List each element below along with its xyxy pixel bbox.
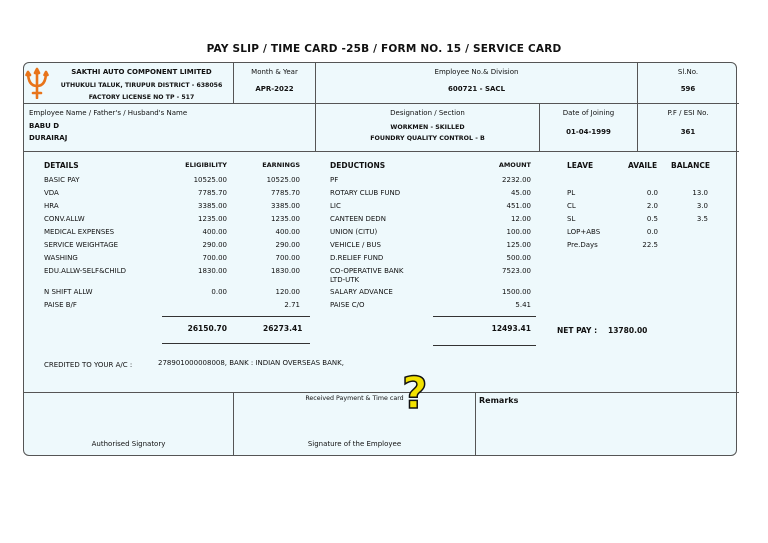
deduction-name: UNION (CITU) <box>330 228 378 236</box>
leave-type: SL <box>567 215 576 223</box>
deduction-amount: 5.41 <box>515 301 531 309</box>
net-pay-value: 13780.00 <box>608 326 648 335</box>
employee-name: BABU D <box>29 122 60 130</box>
deduction-name: SALARY ADVANCE <box>330 288 393 296</box>
earning-amount: 700.00 <box>275 254 300 262</box>
column-header-details: DETAILS <box>44 161 79 170</box>
pf-esi-value: 361 <box>680 128 696 136</box>
father-name: DURAIRAJ <box>29 134 68 142</box>
section: FOUNDRY QUALITY CONTROL - B <box>370 135 485 142</box>
authorised-signatory-label: Authorised Signatory <box>91 440 166 448</box>
deduction-amount: 7523.00 <box>502 267 531 275</box>
deduction-amount: 451.00 <box>506 202 531 210</box>
earning-amount: 10525.00 <box>266 176 300 184</box>
remarks-label: Remarks <box>479 396 519 405</box>
pf-esi-label: P.F / ESI No. <box>667 109 709 117</box>
earning-detail: PAISE B/F <box>44 301 77 309</box>
leave-availed: 0.0 <box>646 189 658 197</box>
deduction-amount: 12.00 <box>510 215 531 223</box>
credit-account: 278901000008008, BANK : INDIAN OVERSEAS BANK, <box>158 359 344 367</box>
deduction-name: PF <box>330 176 339 184</box>
earning-detail: BASIC PAY <box>44 176 80 184</box>
earning-eligibility: 1235.00 <box>198 215 227 223</box>
month-label: Month & Year <box>251 68 298 76</box>
deduction-name: CO-OPERATIVE BANK LTD-UTK <box>330 267 404 284</box>
column-header-eligibility: ELIGIBILITY <box>185 161 227 169</box>
column-header-deductions: DEDUCTIONS <box>330 161 386 170</box>
earning-eligibility: 400.00 <box>202 228 227 236</box>
designation: WORKMEN - SKILLED <box>390 124 465 131</box>
earning-detail: HRA <box>44 202 59 210</box>
total-deductions: 12493.41 <box>491 324 531 333</box>
divider <box>23 103 739 104</box>
deduction-name: CANTEEN DEDN <box>330 215 386 223</box>
doj-value: 01-04-1999 <box>566 128 611 136</box>
earning-detail: VDA <box>44 189 59 197</box>
credit-label: CREDITED TO YOUR A/C : <box>44 361 133 369</box>
deduction-amount: 125.00 <box>506 241 531 249</box>
earning-amount: 290.00 <box>275 241 300 249</box>
earning-detail: MEDICAL EXPENSES <box>44 228 115 236</box>
column-header-balance: BALANCE <box>671 161 711 170</box>
column-header-leave: LEAVE <box>567 161 594 170</box>
month-value: APR-2022 <box>255 85 294 93</box>
document-title: PAY SLIP / TIME CARD -25B / FORM NO. 15 / SERVICE CARD <box>206 43 562 55</box>
employee-no-value: 600721 - SACL <box>447 85 506 93</box>
earning-amount: 2.71 <box>284 301 300 309</box>
company-name: SAKTHI AUTO COMPONENT LIMITED <box>71 68 212 76</box>
leave-availed: 0.0 <box>646 228 658 236</box>
deduction-name: ROTARY CLUB FUND <box>330 189 401 197</box>
earning-detail: CONV.ALLW <box>44 215 85 223</box>
column-header-earnings: EARNINGS <box>262 161 300 169</box>
leave-type: CL <box>567 202 576 210</box>
divider <box>23 392 739 393</box>
deduction-amount: 2232.00 <box>502 176 531 184</box>
leave-availed: 2.0 <box>646 202 658 210</box>
company-address: UTHUKULI TALUK, TIRUPUR DISTRICT - 638056 <box>60 82 223 89</box>
employee-signature-label: Signature of the Employee <box>307 440 402 448</box>
doj-label: Date of Joining <box>562 109 615 117</box>
earning-eligibility: 290.00 <box>202 241 227 249</box>
received-payment-label: Received Payment & Time card <box>305 395 404 402</box>
total-rule <box>162 316 310 317</box>
deduction-amount: 1500.00 <box>502 288 531 296</box>
trident-icon <box>25 67 49 99</box>
divider <box>23 151 739 152</box>
earning-detail: N SHIFT ALLW <box>44 288 93 296</box>
total-eligibility: 26150.70 <box>187 324 227 333</box>
earning-detail: EDU.ALLW-SELF&CHILD <box>44 267 127 275</box>
earning-eligibility: 1830.00 <box>198 267 227 275</box>
sl-no-value: 596 <box>680 85 696 93</box>
total-earnings: 26273.41 <box>263 324 303 333</box>
deduction-name: LIC <box>330 202 341 210</box>
divider <box>475 392 476 456</box>
earning-amount: 3385.00 <box>271 202 300 210</box>
deduction-name: PAISE C/O <box>330 301 365 309</box>
factory-license: FACTORY LICENSE NO TP - 517 <box>88 94 195 101</box>
leave-balance: 13.0 <box>692 189 708 197</box>
earning-detail: WASHING <box>44 254 78 262</box>
earning-amount: 1830.00 <box>271 267 300 275</box>
leave-balance: 3.5 <box>696 215 708 223</box>
question-mark-icon: ? <box>402 368 428 419</box>
sl-no-label: Sl.No. <box>677 68 699 76</box>
column-header-amount: AMOUNT <box>498 161 531 169</box>
earning-eligibility: 700.00 <box>202 254 227 262</box>
deduction-name: VEHICLE / BUS <box>330 241 381 249</box>
leave-balance: 3.0 <box>696 202 708 210</box>
earning-eligibility: 7785.70 <box>198 189 227 197</box>
leave-type: PL <box>567 189 576 197</box>
earning-detail: SERVICE WEIGHTAGE <box>44 241 119 249</box>
earning-eligibility: 3385.00 <box>198 202 227 210</box>
deduction-amount: 45.00 <box>510 189 531 197</box>
employee-no-label: Employee No.& Division <box>434 68 519 76</box>
earning-eligibility: 0.00 <box>211 288 227 296</box>
deduction-amount: 100.00 <box>506 228 531 236</box>
net-pay-label: NET PAY : <box>557 326 598 335</box>
deduction-amount: 500.00 <box>506 254 531 262</box>
designation-label: Designation / Section <box>390 109 465 117</box>
employee-name-label: Employee Name / Father's / Husband's Name <box>29 109 188 117</box>
leave-type: LOP+ABS <box>567 228 601 236</box>
total-rule <box>433 345 536 346</box>
earning-amount: 400.00 <box>275 228 300 236</box>
earning-amount: 1235.00 <box>271 215 300 223</box>
column-header-availe: AVAILE <box>628 161 658 170</box>
earning-eligibility: 10525.00 <box>193 176 227 184</box>
deduction-name: D.RELIEF FUND <box>330 254 384 262</box>
leave-availed: 22.5 <box>642 241 658 249</box>
leave-type: Pre.Days <box>567 241 598 249</box>
total-rule <box>162 343 310 344</box>
leave-availed: 0.5 <box>646 215 658 223</box>
total-rule <box>433 316 536 317</box>
earning-amount: 120.00 <box>275 288 300 296</box>
earning-amount: 7785.70 <box>271 189 300 197</box>
